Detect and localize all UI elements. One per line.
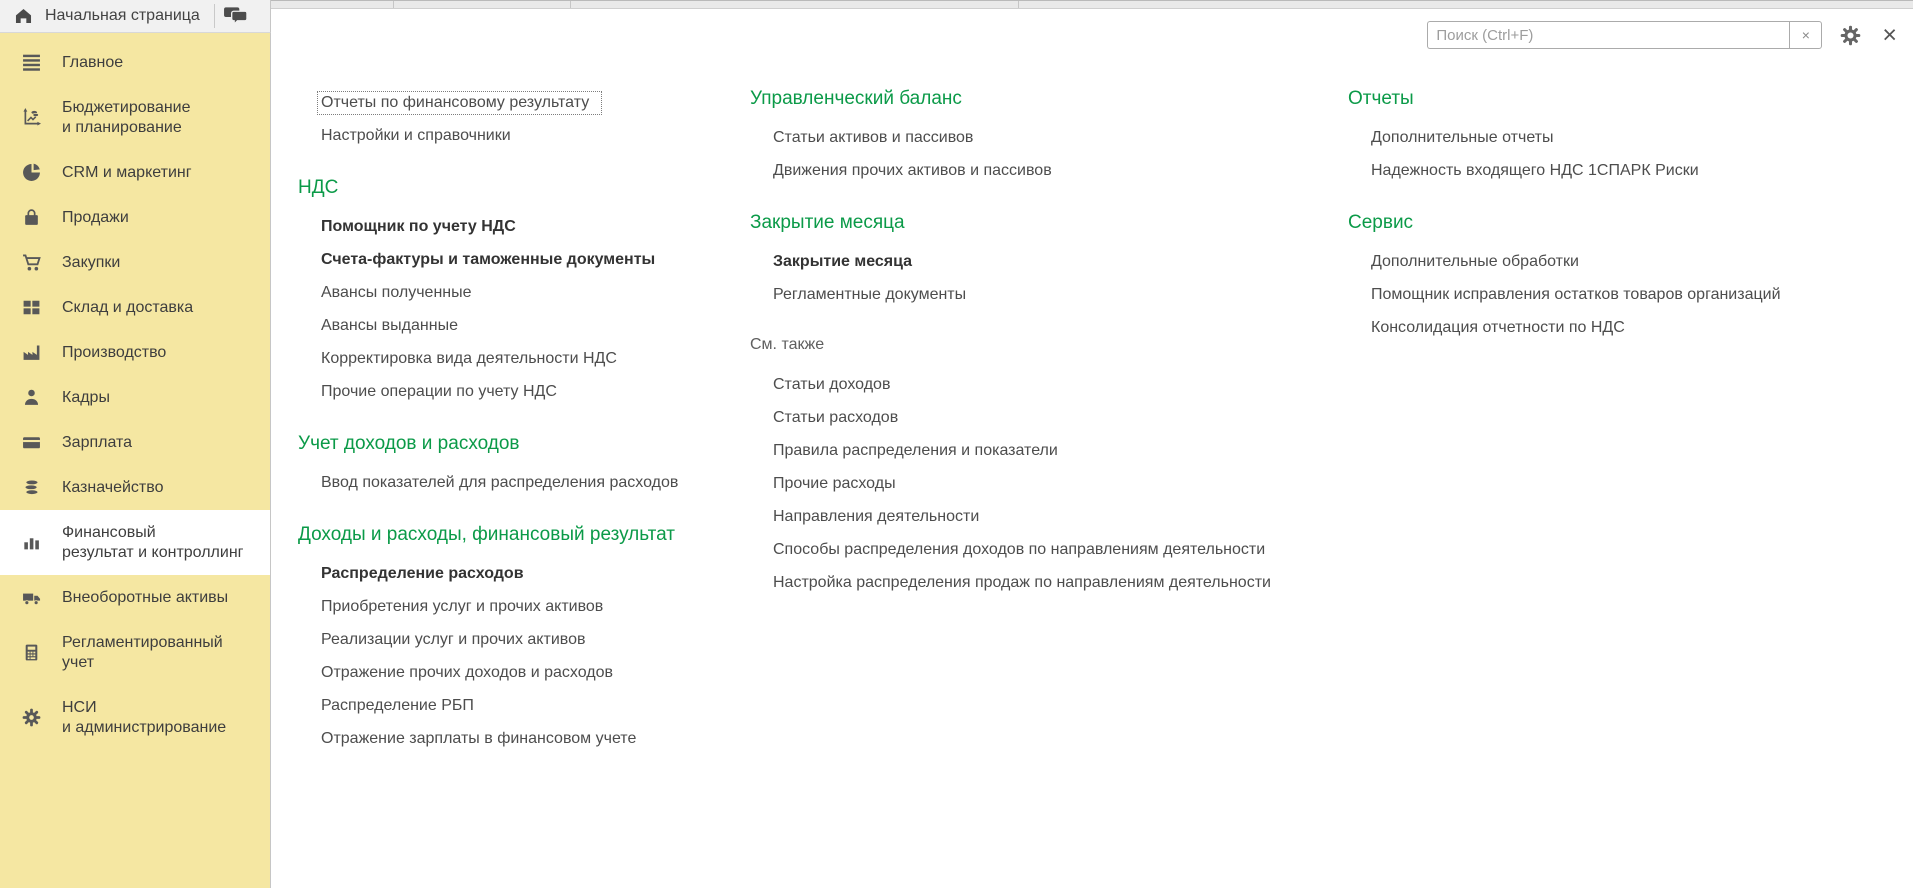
nav-link[interactable]: Закрытие месяца [773, 253, 913, 270]
sidebar-item-6[interactable] [0, 330, 270, 375]
group-title: Закрытие месяца [750, 212, 905, 233]
nav-link[interactable]: Настройки и справочники [321, 127, 511, 144]
tab-bar [0, 0, 271, 33]
sidebar-item-label: Внеоборотные активы [62, 588, 229, 606]
nav-link[interactable]: Дополнительные обработки [1371, 253, 1579, 270]
sidebar-item-4[interactable] [0, 240, 270, 285]
sidebar-item-2[interactable] [0, 150, 270, 195]
top-strip [0, 0, 1913, 8]
sidebar-item-label: Финансовый результат и контроллинг [62, 523, 244, 561]
nav-link[interactable]: Авансы выданные [321, 317, 458, 334]
nav-link[interactable]: Отражение прочих доходов и расходов [321, 664, 613, 681]
nav-link[interactable]: Надежность входящего НДС 1СПАРК Риски [1371, 162, 1699, 179]
tab-home-page[interactable] [0, 0, 214, 32]
nav-link[interactable]: Направления деятельности [773, 508, 980, 525]
group-title: НДС [298, 177, 339, 198]
nav-link[interactable]: Статьи расходов [773, 409, 899, 426]
sidebar-item-label: CRM и маркетинг [62, 163, 192, 181]
sidebar-item-label: НСИ и администрирование [62, 698, 227, 736]
settings-button[interactable] [1840, 25, 1861, 46]
nav-link[interactable]: Статьи активов и пассивов [773, 129, 974, 146]
group-title: Доходы и расходы, финансовый результат [298, 524, 676, 545]
sidebar-item-label: Зарплата [62, 433, 133, 451]
sidebar-item-11[interactable] [0, 575, 270, 620]
sidebar-item-5[interactable] [0, 285, 270, 330]
menu-column-2 [1348, 87, 1913, 779]
group-title: Учет доходов и расходов [298, 433, 520, 454]
sidebar-item-3[interactable] [0, 195, 270, 240]
section-menu [271, 9, 1913, 779]
panel-toolbar [1427, 21, 1900, 49]
sidebar-item-label: Закупки [62, 253, 121, 271]
home-icon [15, 8, 32, 24]
sidebar-item-0[interactable] [0, 40, 270, 85]
menu-column-0 [298, 87, 750, 779]
nav-link[interactable]: Правила распределения и показатели [773, 442, 1058, 459]
nav-link[interactable]: Консолидация отчетности по НДС [1371, 319, 1625, 336]
sidebar-item-8[interactable] [0, 420, 270, 465]
shopping-cart-icon [22, 253, 41, 272]
nav-link[interactable]: Реализации услуг и прочих активов [321, 631, 586, 648]
nav-link[interactable]: Помощник исправления остатков товаров организаций [1371, 286, 1781, 303]
coins-icon [22, 478, 41, 497]
menu-section [298, 523, 750, 756]
nav-link[interactable]: Движения прочих активов и пассивов [773, 162, 1052, 179]
nav-link[interactable]: Приобретения услуг и прочих активов [321, 598, 604, 615]
menu-section [750, 211, 1348, 312]
bar-chart-icon [22, 533, 41, 552]
nav-link[interactable]: Авансы полученные [321, 284, 472, 301]
search-clear-button[interactable]: × [1789, 21, 1822, 49]
see-also-title: См. также [750, 336, 825, 353]
menu-column-1 [750, 87, 1348, 779]
sidebar-item-7[interactable] [0, 375, 270, 420]
group-title: Отчеты [1348, 88, 1414, 109]
shopping-bag-icon [22, 208, 41, 227]
nav-link[interactable]: Распределение расходов [321, 565, 524, 582]
sidebar-item-10[interactable] [0, 510, 270, 575]
menu-section [750, 87, 1348, 188]
nav-link[interactable]: Прочие операции по учету НДС [321, 383, 557, 400]
sidebar [0, 33, 271, 888]
search-box [1427, 21, 1822, 49]
nav-link[interactable]: Счета-фактуры и таможенные документы [321, 251, 656, 268]
payment-card-icon [22, 433, 41, 452]
nav-link[interactable]: Распределение РБП [321, 697, 474, 714]
menu-section [1348, 87, 1913, 188]
nav-link[interactable]: Прочие расходы [773, 475, 896, 492]
menu-section [298, 87, 750, 153]
nav-link[interactable]: Помощник по учету НДС [321, 218, 516, 235]
nav-link[interactable]: Корректировка вида деятельности НДС [321, 350, 617, 367]
sidebar-item-12[interactable] [0, 620, 270, 685]
menu-section [298, 432, 750, 500]
sidebar-item-label: Продажи [62, 208, 129, 226]
sidebar-item-label: Бюджетирование и планирование [62, 98, 191, 136]
menu-icon [22, 53, 41, 72]
nav-link[interactable]: Способы распределения доходов по направлениям деятельности [773, 541, 1266, 558]
tab-home-page-label: Начальная страница [45, 7, 200, 24]
nav-link[interactable]: Регламентные документы [773, 286, 967, 303]
menu-section [298, 176, 750, 409]
menu-section [1348, 211, 1913, 345]
gear-icon [1840, 25, 1861, 46]
person-icon [22, 388, 41, 407]
pie-chart-icon [22, 163, 41, 182]
sidebar-item-label: Кадры [62, 388, 110, 406]
focused-nav-link[interactable]: Отчеты по финансовому результату [318, 92, 601, 114]
main-panel [271, 8, 1913, 888]
sidebar-item-label: Склад и доставка [62, 298, 194, 316]
nav-link[interactable]: Статьи доходов [773, 376, 891, 393]
discussions-button[interactable] [215, 0, 257, 32]
close-button[interactable]: × [1882, 21, 1897, 49]
chat-icon [223, 6, 248, 27]
sidebar-item-label: Главное [62, 53, 124, 71]
budget-chart-icon [22, 108, 41, 127]
sidebar-item-1[interactable] [0, 85, 270, 150]
group-title: Сервис [1348, 212, 1414, 233]
nav-link[interactable]: Настройка распределения продаж по направлениям деятельности [773, 574, 1271, 591]
sidebar-item-13[interactable] [0, 685, 270, 750]
factory-icon [22, 343, 41, 362]
warehouse-grid-icon [22, 298, 41, 317]
nav-link[interactable]: Ввод показателей для распределения расходов [321, 474, 679, 491]
search-input[interactable] [1427, 21, 1789, 49]
truck-icon [22, 588, 41, 607]
sidebar-item-label: Казначейство [62, 478, 164, 496]
calculator-icon [22, 643, 41, 662]
nav-link[interactable] [298, 87, 750, 120]
sidebar-item-9[interactable] [0, 465, 270, 510]
sidebar-item-label: Производство [62, 343, 167, 361]
gear-icon [22, 708, 41, 727]
menu-section [750, 335, 1348, 600]
nav-link[interactable]: Дополнительные отчеты [1371, 129, 1554, 146]
sidebar-item-label: Регламентированный учет [62, 633, 223, 671]
nav-link[interactable]: Отражение зарплаты в финансовом учете [321, 730, 637, 747]
group-title: Управленческий баланс [750, 88, 962, 109]
